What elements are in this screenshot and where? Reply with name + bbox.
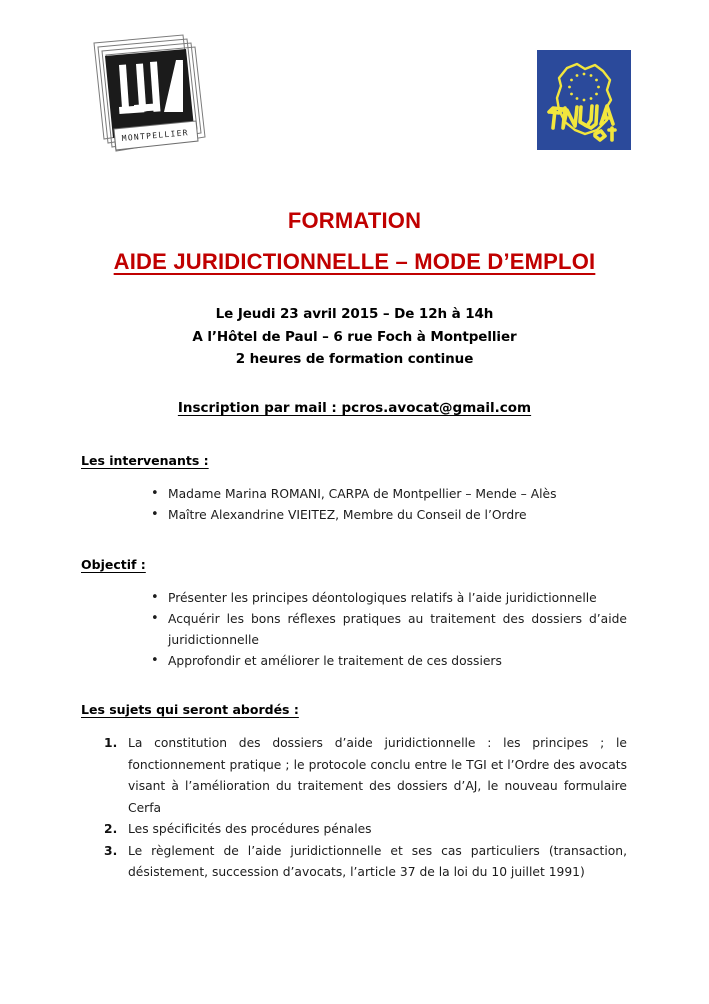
event-duration: 2 heures de formation continue	[235, 351, 474, 367]
list-item: • Approfondir et améliorer le traitement de ces dossiers	[168, 651, 627, 672]
registration-email-line[interactable]: Inscription par mail : pcros.avocat@gmail.com	[177, 400, 532, 416]
uja-montpellier-logo	[84, 33, 208, 157]
section-heading-objectif: Objectif :	[81, 557, 146, 572]
list-item: Le règlement de l’aide juridictionnelle et ses cas particuliers (transaction, désistement, succession d’avocats, l’article 37 de la loi du 10 juillet 1991)	[128, 843, 627, 879]
fnuja-logo	[537, 50, 631, 150]
list-item: • Acquérir les bons réflexes pratiques au traitement des dossiers d’aide juridictionnelle	[168, 609, 627, 651]
sujets-list	[0, 733, 709, 884]
list-item: • Madame Marina ROMANI, CARPA de Montpellier – Mende – Alès	[168, 484, 627, 505]
page-subtitle: AIDE JURIDICTIONNELLE – MODE D’EMPLOI	[113, 249, 596, 274]
section-heading-sujets: Les sujets qui seront abordés :	[81, 702, 299, 717]
event-location: A l’Hôtel de Paul – 6 rue Foch à Montpellier	[192, 328, 517, 345]
objectif-list	[0, 588, 709, 672]
section-sujets	[0, 701, 709, 884]
list-item: • Présenter les principes déontologiques relatifs à l’aide juridictionnelle	[168, 588, 627, 609]
event-info	[0, 303, 709, 371]
list-item: • Maître Alexandrine VIEITEZ, Membre du Conseil de l’Ordre	[168, 505, 627, 526]
list-item: La constitution des dossiers d’aide juridictionnelle : les principes ; le fonctionnement pratique ; le protocole conclu entre le TGI et l’Ordre des avocats visant à l’amélioration du traitement des dossiers d’AJ, le nouveau formulaire Cerfa	[128, 736, 627, 815]
header-logos	[0, 0, 709, 175]
title-block	[0, 206, 709, 277]
section-intervenants	[0, 452, 709, 526]
page-title: FORMATION	[287, 208, 422, 233]
list-item: Les spécificités des procédures pénales	[128, 822, 372, 836]
intervenants-list	[0, 484, 709, 526]
event-date-time: Le Jeudi 23 avril 2015 – De 12h à 14h	[215, 306, 494, 322]
section-objectif	[0, 556, 709, 672]
registration-contact	[0, 398, 709, 418]
section-heading-intervenants: Les intervenants :	[81, 453, 209, 468]
svg-text:MONTPELLIER: MONTPELLIER	[121, 128, 190, 143]
